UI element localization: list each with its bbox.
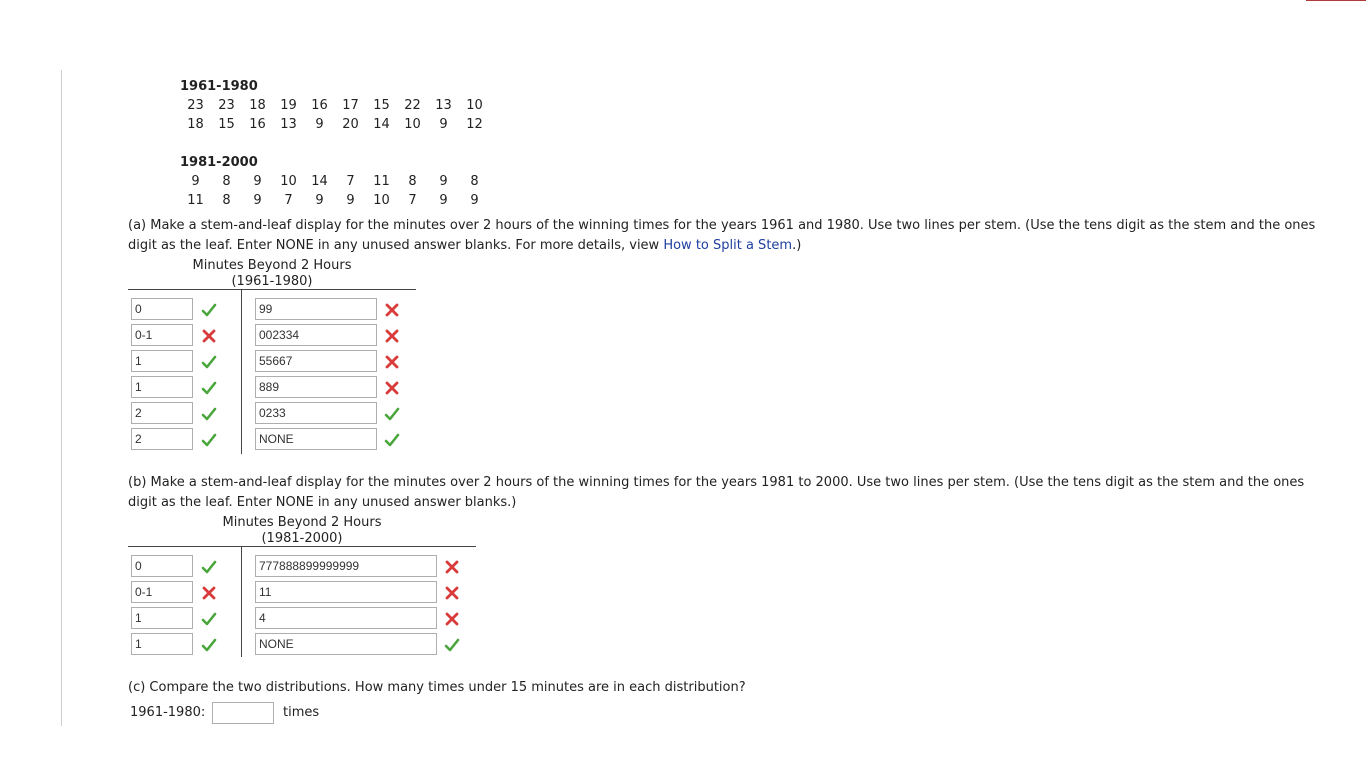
question-a-instructions: (a) Make a stem-and-leaf display for the minutes over 2 hours of the winning times for the years 1961 and 1980. Use two lines per stem. (Use the tens digit as the stem and the ones digit as the leaf. Enter NONE in any unused answer blanks. For more details, view xyxy=(128,218,1316,253)
stem-input[interactable]: 2 xyxy=(131,428,193,450)
split-stem-help-link[interactable]: How to Split a Stem xyxy=(663,238,793,253)
check-icon xyxy=(201,432,217,448)
leaf-input[interactable]: 002334 xyxy=(255,324,377,346)
question-c-text: (c) Compare the two distributions. How many times under 15 minutes are in each distribution? xyxy=(128,680,746,695)
data-cell: 16 xyxy=(249,117,266,132)
check-icon xyxy=(201,302,217,318)
data-cell: 8 xyxy=(222,193,231,208)
data-cell: 14 xyxy=(311,174,328,189)
display-b-caption-title: Minutes Beyond 2 Hours xyxy=(222,515,382,530)
leaf-input[interactable]: 889 xyxy=(255,376,377,398)
stem-input[interactable]: 1 xyxy=(131,376,193,398)
content-left-border xyxy=(61,70,62,726)
leaf-input[interactable]: 99 xyxy=(255,298,377,320)
data-cell: 20 xyxy=(342,117,359,132)
stem-input[interactable]: 1 xyxy=(131,350,193,372)
data-cell: 10 xyxy=(280,174,297,189)
data-table-1961-1980 xyxy=(180,78,490,134)
data-row xyxy=(180,191,490,210)
display-a-caption-years: (1961-1980) xyxy=(231,274,313,289)
data-cell: 9 xyxy=(253,174,262,189)
data-cell: 7 xyxy=(346,174,355,189)
data-cell: 18 xyxy=(249,98,266,113)
data-cell: 13 xyxy=(435,98,452,113)
data-cell: 8 xyxy=(470,174,479,189)
data-cell: 11 xyxy=(373,174,390,189)
display-b-top-rule xyxy=(128,546,476,547)
leaf-input[interactable]: 11 xyxy=(255,581,437,603)
data-cell: 7 xyxy=(408,193,417,208)
data-cell: 16 xyxy=(311,98,328,113)
stem-input[interactable]: 1 xyxy=(131,607,193,629)
x-icon xyxy=(444,585,460,601)
data-cell: 15 xyxy=(373,98,390,113)
x-icon xyxy=(384,380,400,396)
check-icon xyxy=(201,406,217,422)
x-icon xyxy=(444,611,460,627)
display-a-caption-title: Minutes Beyond 2 Hours xyxy=(192,258,352,273)
data-cell: 22 xyxy=(404,98,421,113)
check-icon xyxy=(201,559,217,575)
data-cell: 14 xyxy=(373,117,390,132)
data-cell: 11 xyxy=(187,193,204,208)
count-1961-1980-label: 1961-1980: xyxy=(130,705,206,720)
data-row xyxy=(180,115,490,134)
check-icon xyxy=(384,432,400,448)
data-cell: 9 xyxy=(439,117,448,132)
data-values xyxy=(180,96,490,134)
x-icon xyxy=(384,354,400,370)
data-cell: 9 xyxy=(439,174,448,189)
stem-input[interactable]: 0 xyxy=(131,298,193,320)
count-1961-1980-input[interactable] xyxy=(212,702,274,724)
x-icon xyxy=(384,328,400,344)
leaf-input[interactable]: 4 xyxy=(255,607,437,629)
display-b-divider xyxy=(241,547,242,657)
data-cell: 18 xyxy=(187,117,204,132)
data-row xyxy=(180,96,490,115)
stem-input[interactable]: 0-1 xyxy=(131,324,193,346)
data-cell: 12 xyxy=(466,117,483,132)
data-cell: 9 xyxy=(439,193,448,208)
data-cell: 9 xyxy=(346,193,355,208)
data-table-1981-2000 xyxy=(180,154,490,210)
data-values xyxy=(180,172,490,210)
data-cell: 9 xyxy=(315,117,324,132)
leaf-input[interactable]: NONE xyxy=(255,428,377,450)
stem-input[interactable]: 0 xyxy=(131,555,193,577)
data-row xyxy=(180,172,490,191)
count-unit-label: times xyxy=(283,705,320,720)
data-title: 1981-2000 xyxy=(180,155,258,170)
question-a-text xyxy=(128,216,1318,256)
display-a-top-rule xyxy=(128,289,416,290)
x-icon xyxy=(201,328,217,344)
data-cell: 9 xyxy=(470,193,479,208)
data-cell: 9 xyxy=(253,193,262,208)
display-b-caption xyxy=(202,515,402,547)
question-a-closing: .) xyxy=(792,238,802,253)
display-a-divider xyxy=(241,290,242,454)
data-cell: 9 xyxy=(191,174,200,189)
data-cell: 23 xyxy=(187,98,204,113)
data-cell: 10 xyxy=(404,117,421,132)
leaf-input[interactable]: 0233 xyxy=(255,402,377,424)
data-cell: 9 xyxy=(315,193,324,208)
check-icon xyxy=(201,611,217,627)
data-cell: 8 xyxy=(408,174,417,189)
leaf-input[interactable]: 55667 xyxy=(255,350,377,372)
check-icon xyxy=(201,380,217,396)
stem-input[interactable]: 2 xyxy=(131,402,193,424)
stem-input[interactable]: 0-1 xyxy=(131,581,193,603)
x-icon xyxy=(201,585,217,601)
data-cell: 10 xyxy=(373,193,390,208)
data-title: 1961-1980 xyxy=(180,79,258,94)
stem-input[interactable]: 1 xyxy=(131,633,193,655)
display-a-caption xyxy=(172,258,372,290)
check-icon xyxy=(444,637,460,653)
data-cell: 15 xyxy=(218,117,235,132)
top-accent-rule xyxy=(1306,0,1366,1)
x-icon xyxy=(444,559,460,575)
leaf-input[interactable]: 777888899999999 xyxy=(255,555,437,577)
x-icon xyxy=(384,302,400,318)
display-b-caption-years: (1981-2000) xyxy=(261,531,343,546)
data-cell: 8 xyxy=(222,174,231,189)
data-cell: 10 xyxy=(466,98,483,113)
data-cell: 7 xyxy=(284,193,293,208)
leaf-input[interactable]: NONE xyxy=(255,633,437,655)
data-cell: 23 xyxy=(218,98,235,113)
check-icon xyxy=(384,406,400,422)
data-cell: 17 xyxy=(342,98,359,113)
data-cell: 19 xyxy=(280,98,297,113)
check-icon xyxy=(201,637,217,653)
question-b-text: (b) Make a stem-and-leaf display for the minutes over 2 hours of the winning times for the years 1981 to 2000. Use two lines per stem. (Use the tens digit as the stem and the ones digit as the leaf. Enter NONE in any unused answer blanks.) xyxy=(128,475,1305,510)
check-icon xyxy=(201,354,217,370)
data-cell: 13 xyxy=(280,117,297,132)
